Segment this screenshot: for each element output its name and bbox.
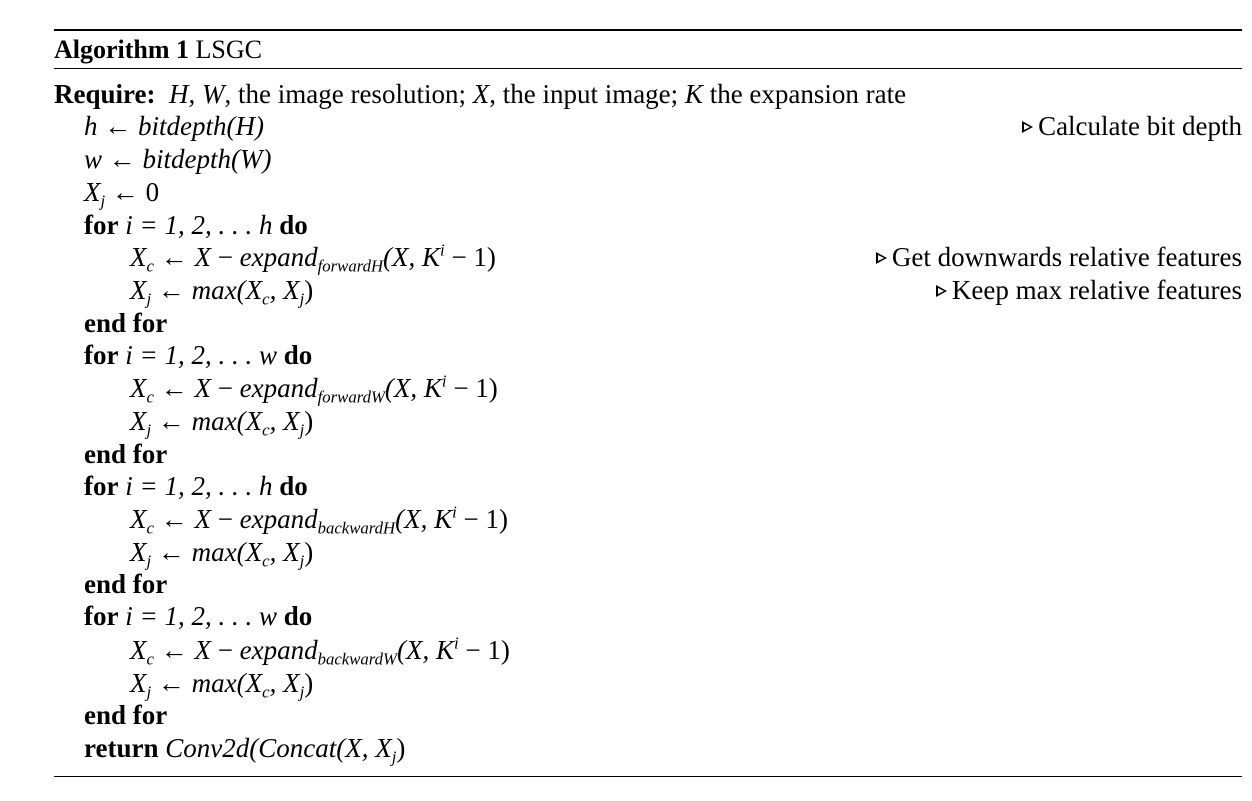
require-line [54,78,1242,110]
algorithm-title [54,31,262,68]
for-range-h-1: i = 1, 2, . . . h [125,210,273,240]
algorithm-block [54,0,1242,801]
for-range-w-2: i = 1, 2, . . . w [125,601,277,631]
for-line-4 [54,600,1242,632]
require-var-x: X [472,79,490,109]
bottom-rule [54,776,1242,777]
for-keyword: for [84,210,119,240]
line-h-assign [54,110,1242,142]
line-max-1 [54,274,1242,309]
for-keyword: for [84,471,119,501]
stmt-max-1: $X_j$ ← $\max(X_c$, $X_j$) [130,275,314,309]
comment-downwards [876,241,1242,273]
for-range-w-1: i = 1, 2, . . . w [125,340,277,370]
stmt-max-2: $X_j$ ← $\max(X_c$, $X_j$) [130,406,314,440]
stmt-expand-forward-w: $X_c$ ← X − expand$_{forwardW}$(X, $K^i - 1$) [130,371,498,407]
require-keyword: Require: [54,79,156,109]
stmt-max-3: $X_j$ ← $\max(X_c$, $X_j$) [130,537,314,571]
end-for-line-2 [54,438,1242,470]
comment-keep-max-text: Keep max relative features [951,275,1242,305]
line-max-3 [54,536,1242,571]
end-for-keyword: end for [84,439,168,469]
do-keyword: do [283,340,313,370]
comment-bit-depth [1022,110,1242,142]
return-line [54,732,1242,767]
stmt-xj-init: $X_j$ ← 0 [84,177,160,211]
require-vars-hw: H, W [169,79,225,109]
end-for-line-1 [54,307,1242,339]
stmt-h-assign: h ← bitdepth(H) [84,111,264,141]
require-text-3: the expansion rate [702,79,907,109]
line-expand-forward-w [54,371,1242,407]
comment-keep-max [936,274,1242,306]
line-max-2 [54,405,1242,440]
for-line-2 [54,339,1242,371]
require-var-k: K [684,79,703,109]
comment-triangle-icon [1022,121,1033,133]
line-expand-forward-h [54,240,1242,276]
require-text-1: , the image resolution; [224,79,473,109]
title-rule [54,68,1242,69]
comment-downwards-text: Get downwards relative features [891,242,1242,272]
algorithm-label: Algorithm 1 [54,35,190,64]
line-expand-backward-h [54,502,1242,538]
line-expand-backward-w [54,633,1242,669]
stmt-expand-forward-h: $X_c$ ← X − expand$_{forwardH}$(X, $K^i - 1$) [130,240,496,276]
end-for-keyword: end for [84,308,168,338]
do-keyword: do [279,471,308,501]
for-range-h-2: i = 1, 2, . . . h [125,471,273,501]
line-w-assign [54,143,1242,175]
comment-bit-depth-text: Calculate bit depth [1038,111,1242,141]
do-keyword: do [283,601,313,631]
stmt-expand-backward-h: $X_c$ ← X − expand$_{backwardH}$(X, $K^i - 1$) [130,502,508,538]
return-keyword: return [84,733,159,763]
algorithm-name: LSGC [195,35,263,64]
line-max-4 [54,667,1242,702]
end-for-line-3 [54,568,1242,600]
do-keyword: do [279,210,308,240]
require-text-2: , the input image; [489,79,685,109]
end-for-keyword: end for [84,569,168,599]
line-xj-init [54,176,1242,211]
for-keyword: for [84,601,119,631]
comment-triangle-icon [876,252,887,264]
stmt-max-4: $X_j$ ← $\max(X_c$, $X_j$) [130,668,314,702]
comment-triangle-icon [936,285,947,297]
return-statement: Conv2d(Concat(X, $X_j$) [165,733,406,767]
stmt-expand-backward-w: $X_c$ ← X − expand$_{backwardW}$(X, $K^i - 1$) [130,633,510,669]
for-line-1 [54,209,1242,241]
for-keyword: for [84,340,119,370]
end-for-keyword: end for [84,700,168,730]
for-line-3 [54,470,1242,502]
end-for-line-4 [54,699,1242,731]
stmt-w-assign: w ← bitdepth(W) [84,144,272,174]
